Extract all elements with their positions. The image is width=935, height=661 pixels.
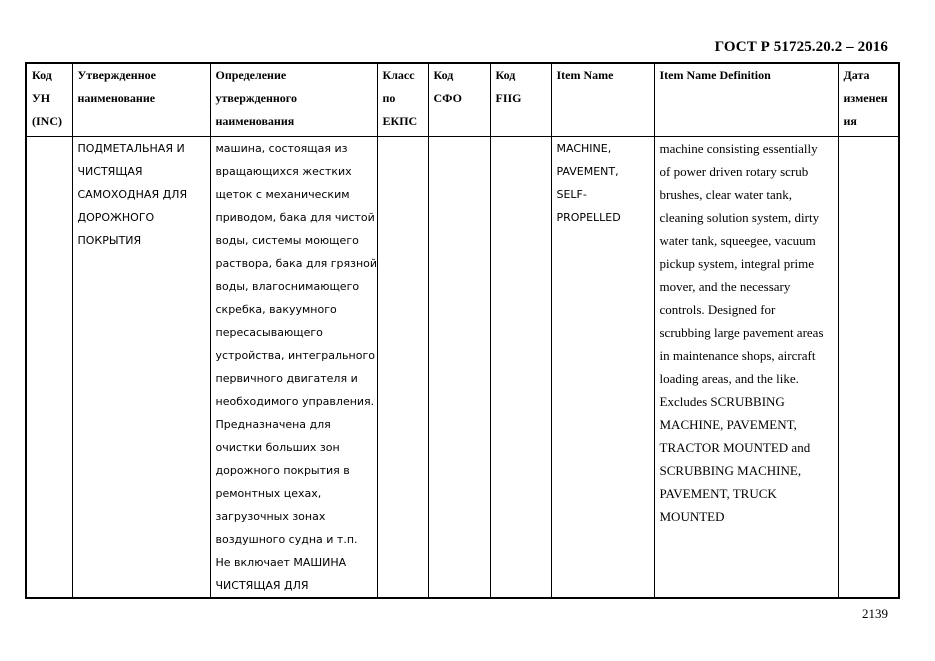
cell-fiig-code xyxy=(490,137,551,599)
text-line: PAVEMENT, xyxy=(556,165,619,178)
text-line: машина, состоящая из xyxy=(215,142,348,155)
header-inc xyxy=(26,63,72,137)
header-line: Дата xyxy=(843,68,870,82)
header-fiig-code xyxy=(490,63,551,137)
text-line: ЧИСТЯЩАЯ ДЛЯ xyxy=(215,579,309,592)
text-line: раствора, бака для грязной xyxy=(215,257,378,270)
header-item-name xyxy=(551,63,654,137)
text-line: скребка, вакуумного xyxy=(215,303,337,316)
header-line: Код xyxy=(32,68,52,82)
text-line: ПОКРЫТИЯ xyxy=(77,234,142,247)
page-number: 2139 xyxy=(862,606,888,621)
text-line: scrubbing large pavement areas xyxy=(659,325,824,340)
text-line: ПОДМЕТАЛЬНАЯ И xyxy=(77,142,185,155)
header-line: по xyxy=(382,91,396,105)
text-line: in maintenance shops, aircraft xyxy=(659,348,816,363)
text-line: controls. Designed for xyxy=(659,302,776,317)
header-line: ия xyxy=(843,114,857,128)
header-approved-name xyxy=(72,63,210,137)
text-line: brushes, clear water tank, xyxy=(659,187,792,202)
text-line: щеток с механическим xyxy=(215,188,350,201)
cell-eskp-class xyxy=(377,137,428,599)
table-row xyxy=(26,137,899,599)
text-line: machine consisting essentially xyxy=(659,141,818,156)
header-sfo-code xyxy=(428,63,490,137)
header-line: ЕКПС xyxy=(382,114,418,128)
cell-approved-name xyxy=(72,137,210,599)
text-line: очистки больших зон xyxy=(215,441,340,454)
text-line: воздушного судна и т.п. xyxy=(215,533,358,546)
header-line: Item Name Definition xyxy=(659,68,771,82)
classification-table xyxy=(25,62,898,598)
header-item-name-definition xyxy=(654,63,838,137)
header-change-date xyxy=(838,63,899,137)
header-line: Код xyxy=(433,68,454,82)
text-line: MOUNTED xyxy=(659,509,725,524)
header-line: FIIG xyxy=(495,91,522,105)
text-line: MACHINE, xyxy=(556,142,612,155)
text-line: дорожного покрытия в xyxy=(215,464,350,477)
text-line: MACHINE, PAVEMENT, xyxy=(659,417,797,432)
header-line: СФО xyxy=(433,91,462,105)
standard-designation: ГОСТ Р 51725.20.2 – 2016 xyxy=(714,39,888,55)
text-line: pickup system, integral prime xyxy=(659,256,815,271)
header-line: изменен xyxy=(843,91,888,105)
header-line: наименование xyxy=(77,91,156,105)
text-line: Не включает МАШИНА xyxy=(215,556,347,569)
header-line: (INC) xyxy=(32,114,62,128)
cell-sfo-code xyxy=(428,137,490,599)
text-line: воды, системы моющего xyxy=(215,234,359,247)
text-line: устройства, интегрального xyxy=(215,349,375,362)
header-line: утвержденного xyxy=(215,91,297,105)
text-line: PROPELLED xyxy=(556,211,621,224)
text-line: mover, and the necessary xyxy=(659,279,791,294)
text-line: пересасывающего xyxy=(215,326,323,339)
text-line: ЧИСТЯЩАЯ xyxy=(77,165,143,178)
text-line: cleaning solution system, dirty xyxy=(659,210,820,225)
text-line: Excludes SCRUBBING xyxy=(659,394,785,409)
text-line: необходимого управления. xyxy=(215,395,375,408)
text-line: PAVEMENT, TRUCK xyxy=(659,486,777,501)
header-line: Item Name xyxy=(556,68,614,82)
cell-definition xyxy=(210,137,377,599)
text-line: САМОХОДНАЯ ДЛЯ xyxy=(77,188,188,201)
header-line: Определение xyxy=(215,68,287,82)
text-line: water tank, squeegee, vacuum xyxy=(659,233,816,248)
text-line: SCRUBBING MACHINE, xyxy=(659,463,802,478)
header-definition xyxy=(210,63,377,137)
text-line: Предназначена для xyxy=(215,418,331,431)
table-header-row xyxy=(26,63,899,137)
text-line: ДОРОЖНОГО xyxy=(77,211,155,224)
text-line: воды, влагоснимающего xyxy=(215,280,360,293)
cell-change-date xyxy=(838,137,899,599)
text-line: загрузочных зонах xyxy=(215,510,326,523)
header-eskp-class xyxy=(377,63,428,137)
text-line: SELF- xyxy=(556,188,587,201)
cell-inc xyxy=(26,137,72,599)
header-line: Утвержденное xyxy=(77,68,156,82)
text-line: ремонтных цехах, xyxy=(215,487,322,500)
text-line: приводом, бака для чистой xyxy=(215,211,375,224)
cell-item-name-definition xyxy=(654,137,838,599)
text-line: of power driven rotary scrub xyxy=(659,164,809,179)
text-line: loading areas, and the like. xyxy=(659,371,799,386)
header-line: наименования xyxy=(215,114,295,128)
header-line: Класс xyxy=(382,68,415,82)
text-line: TRACTOR MOUNTED and xyxy=(659,440,811,455)
header-line: УН xyxy=(32,91,51,105)
text-line: вращающихся жестких xyxy=(215,165,352,178)
cell-item-name xyxy=(551,137,654,599)
header-line: Код xyxy=(495,68,516,82)
text-line: первичного двигателя и xyxy=(215,372,358,385)
